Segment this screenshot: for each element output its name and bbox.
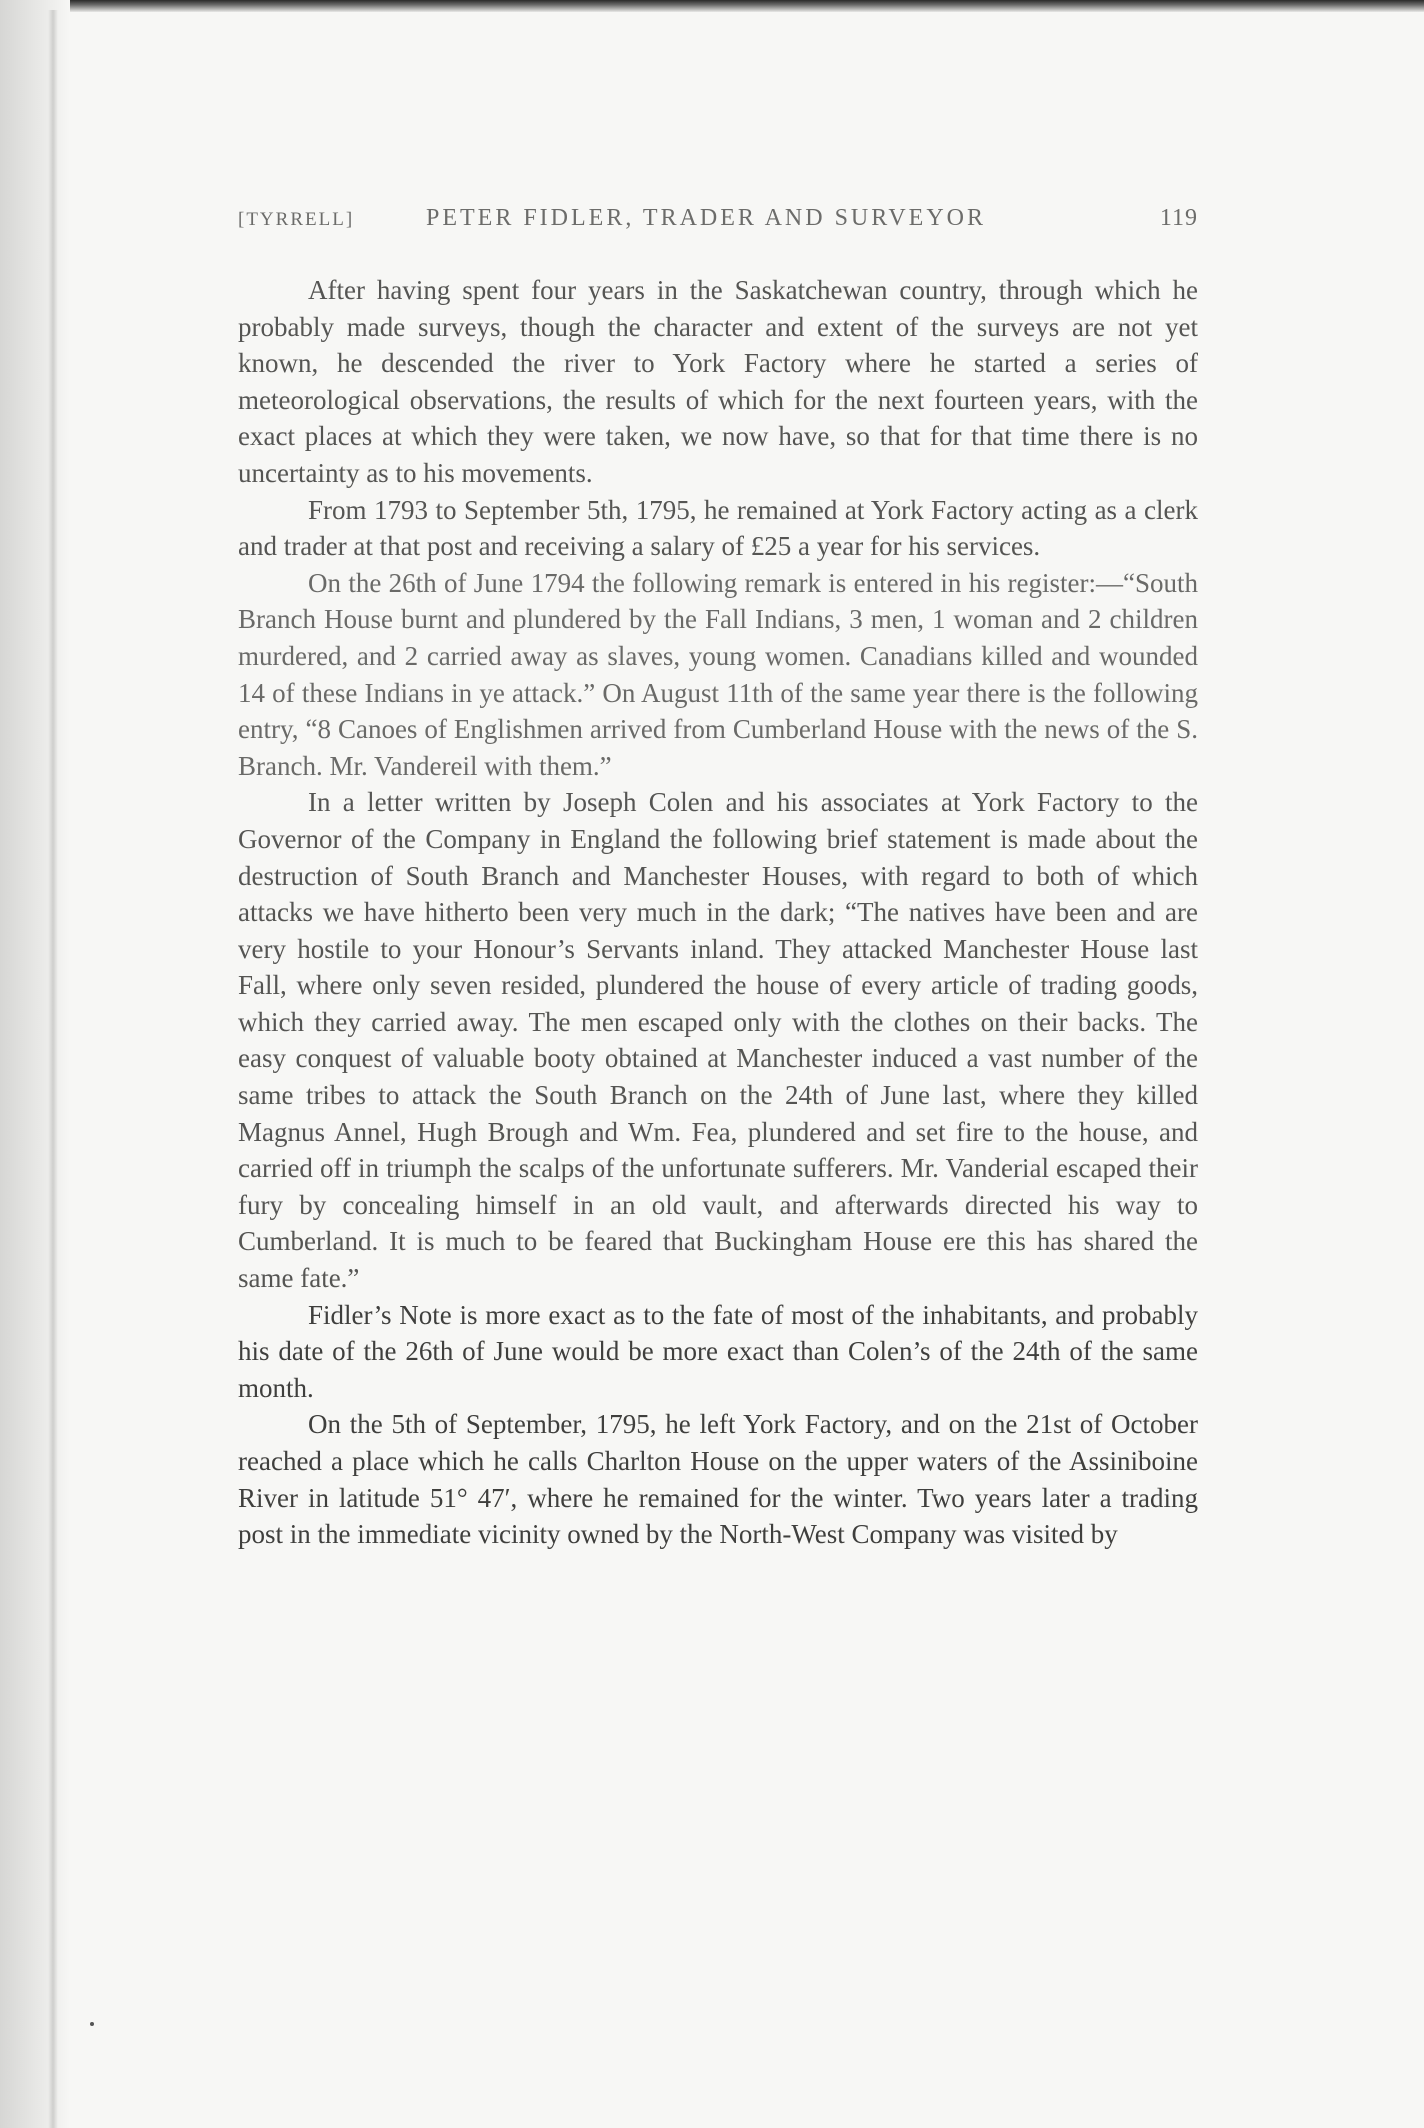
- scan-top-edge: [0, 0, 1424, 12]
- running-head: [238, 205, 1198, 239]
- paragraph: In a letter written by Joseph Colen and his associates at York Factory to the Governor of the Company in England the following brief statement is made about the destruction of South Branch and Manchester Houses, with regard to both of which attacks we have hitherto been very much in the dark; “The natives have been and are very hostile to your Honour’s Servants inland. They attacked Manchester House last Fall, where only seven resided, plundered the house of every article of trading goods, which they carried away. The men escaped only with the clothes on their backs. The easy conquest of valuable booty obtained at Manchester induced a vast number of the same tribes to attack the South Branch on the 24th of June last, where they killed Magnus Annel, Hugh Brough and Wm. Fea, plundered and set fire to the house, and carried off in triumph the scalps of the unfortunate sufferers. Mr. Vanderial escaped their fury by concealing himself in an old vault, and afterwards directed his way to Cumberland. It is much to be feared that Buckingham House ere this has shared the same fate.”: [238, 787, 1198, 1294]
- body-text: [238, 272, 1198, 1553]
- scan-speck: [90, 2022, 94, 2026]
- paragraph: From 1793 to September 5th, 1795, he remained at York Factory acting as a clerk and trader at that post and receiving a salary of £25 a year for his services.: [238, 494, 1198, 562]
- binding-shadow: [0, 0, 70, 2128]
- paragraph: Fidler’s Note is more exact as to the fate of most of the inhabitants, and probably his date of the 26th of June would be more exact than Colen’s of the 24th of the same month.: [238, 1299, 1198, 1403]
- paragraph: On the 5th of September, 1795, he left York Factory, and on the 21st of October reached a place which he calls Charlton House on the upper waters of the Assiniboine River in latitude 51° 47′, where he remained for the winter. Two years later a trading post in the immediate vicinity owned by the North-West Company was visited by: [238, 1409, 1198, 1550]
- running-head-author: [TYRRELL]: [238, 209, 355, 230]
- running-head-title: PETER FIDLER, TRADER AND SURVEYOR: [426, 205, 987, 231]
- paragraph: On the 26th of June 1794 the following remark is entered in his register:—“South Branch House burnt and plundered by the Fall Indians, 3 men, 1 woman and 2 children murdered, and 2 carried away as slaves, young women. Canadians killed and wounded 14 of these Indians in ye attack.” On August 11th of the same year there is the following entry, “8 Canoes of Englishmen arrived from Cumberland House with the news of the S. Branch. Mr. Vandereil with them.”: [238, 567, 1198, 781]
- page-number: 119: [1159, 205, 1198, 231]
- binding-gutter-line: [48, 10, 58, 2128]
- paragraph: After having spent four years in the Saskatchewan country, through which he probably made surveys, though the character and extent of the surveys are not yet known, he descended the river to York Factory where he started a series of meteorological observations, the results of which for the next fourteen years, with the exact places at which they were taken, we now have, so that for that time there is no uncertainty as to his movements.: [238, 275, 1198, 488]
